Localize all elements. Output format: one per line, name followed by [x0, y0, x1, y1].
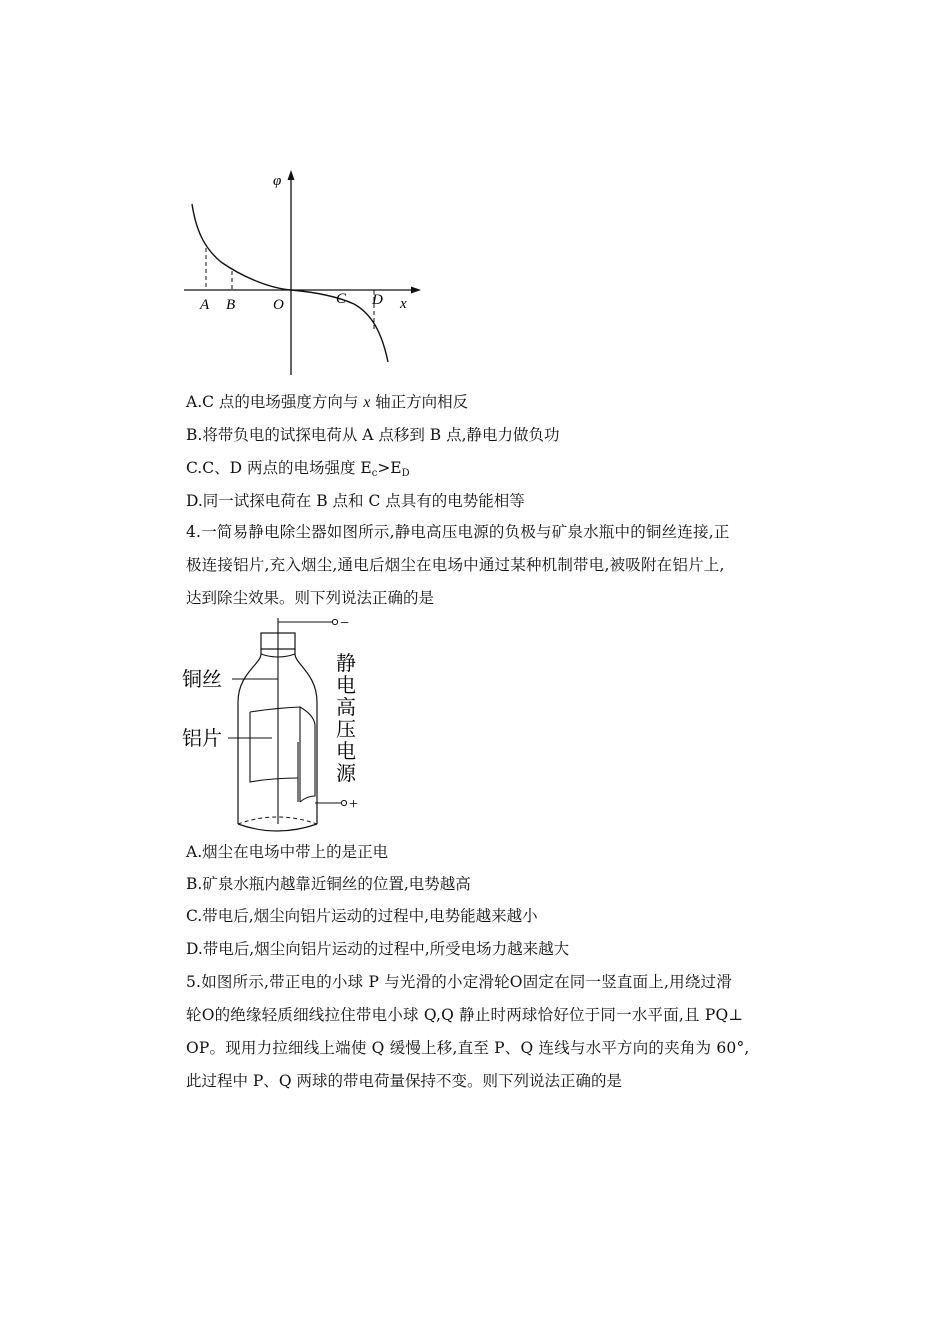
q4-stem-line-3: 达到除尘效果。则下列说法正确的是: [186, 589, 435, 607]
power-label-char-1: 静: [336, 653, 356, 675]
q4-option-b: B.矿泉水瓶内越靠近铜丝的位置,电势越高: [186, 875, 471, 893]
q3-option-c-text: C.C、D 两点的电场强度 E: [186, 459, 372, 477]
q5-stem-line-2: 轮O的绝缘轻质细线拉住带电小球 Q,Q 静止时两球恰好位于同一水平面,且 PQ⊥: [186, 1006, 744, 1024]
power-label-char-2: 电: [336, 675, 356, 697]
q4-option-c: C.带电后,烟尘向铝片运动的过程中,电势能越来越小: [186, 907, 538, 925]
q5-stem-line-1: 5.如图所示,带正电的小球 P 与光滑的小定滑轮O固定在同一竖直面上,用绕过滑: [186, 973, 732, 991]
point-a-label: A: [200, 297, 210, 313]
q3-option-d: D.同一试探电荷在 B 点和 C 点具有的电势能相等: [186, 492, 525, 510]
q3-option-c: [186, 458, 786, 484]
aluminum-label: 铝片: [182, 728, 222, 750]
power-label-char-6: 源: [336, 763, 356, 785]
potential-curve: [192, 204, 388, 362]
point-c-label: C: [336, 291, 347, 307]
q3-option-c-sub2: D: [401, 468, 410, 479]
power-label-char-5: 电: [336, 741, 356, 763]
q3-option-c-mid: >E: [377, 459, 402, 477]
q4-option-d: D.带电后,烟尘向铝片运动的过程中,所受电场力越来越大: [186, 940, 570, 958]
q5-stem-line-4: 此过程中 P、Q 两球的带电荷量保持不变。则下列说法正确的是: [186, 1072, 622, 1090]
negative-terminal: [332, 619, 337, 624]
precipitator-figure: [176, 612, 376, 838]
minus-sign: −: [340, 615, 350, 632]
origin-label: O: [273, 297, 284, 313]
q3-option-a-var: x: [363, 394, 371, 411]
q5-stem-line-3: OP。现用力拉细线上端使 Q 缓慢上移,直至 P、Q 连线与水平方向的夹角为 60°,: [186, 1039, 750, 1057]
point-d-label: D: [372, 292, 383, 308]
x-axis-label: x: [400, 296, 407, 312]
phi-axis-label: φ: [273, 173, 282, 189]
q3-option-c-sub1: c: [371, 468, 378, 479]
potential-graph: [176, 168, 426, 380]
power-label-char-4: 压: [336, 719, 356, 741]
q3-option-a: [186, 392, 786, 413]
q4-option-a: A.烟尘在电场中带上的是正电: [186, 843, 389, 861]
q3-option-a-before: A.C 点的电场强度方向与: [186, 393, 364, 411]
q4-stem-line-2: 极连接铝片,充入烟尘,通电后烟尘在电场中通过某种机制带电,被吸附在铝片上,: [186, 556, 725, 574]
bottle-bottom-front: [238, 824, 317, 831]
phi-axis-arrow: [288, 170, 295, 180]
copper-wire-label: 铜丝: [182, 669, 222, 691]
plus-sign: +: [349, 796, 359, 813]
positive-terminal: [341, 800, 346, 805]
q4-stem-line-1: 4.一简易静电除尘器如图所示,静电高压电源的负极与矿泉水瓶中的铜丝连接,正: [186, 523, 730, 541]
q3-option-b: B.将带负电的试探电荷从 A 点移到 B 点,静电力做负功: [186, 426, 560, 444]
q3-option-a-after: 轴正方向相反: [370, 393, 469, 411]
point-b-label: B: [226, 297, 236, 313]
power-label-char-3: 高: [336, 697, 356, 719]
x-axis-arrow: [411, 287, 421, 294]
aluminum-sheet: [250, 707, 315, 802]
